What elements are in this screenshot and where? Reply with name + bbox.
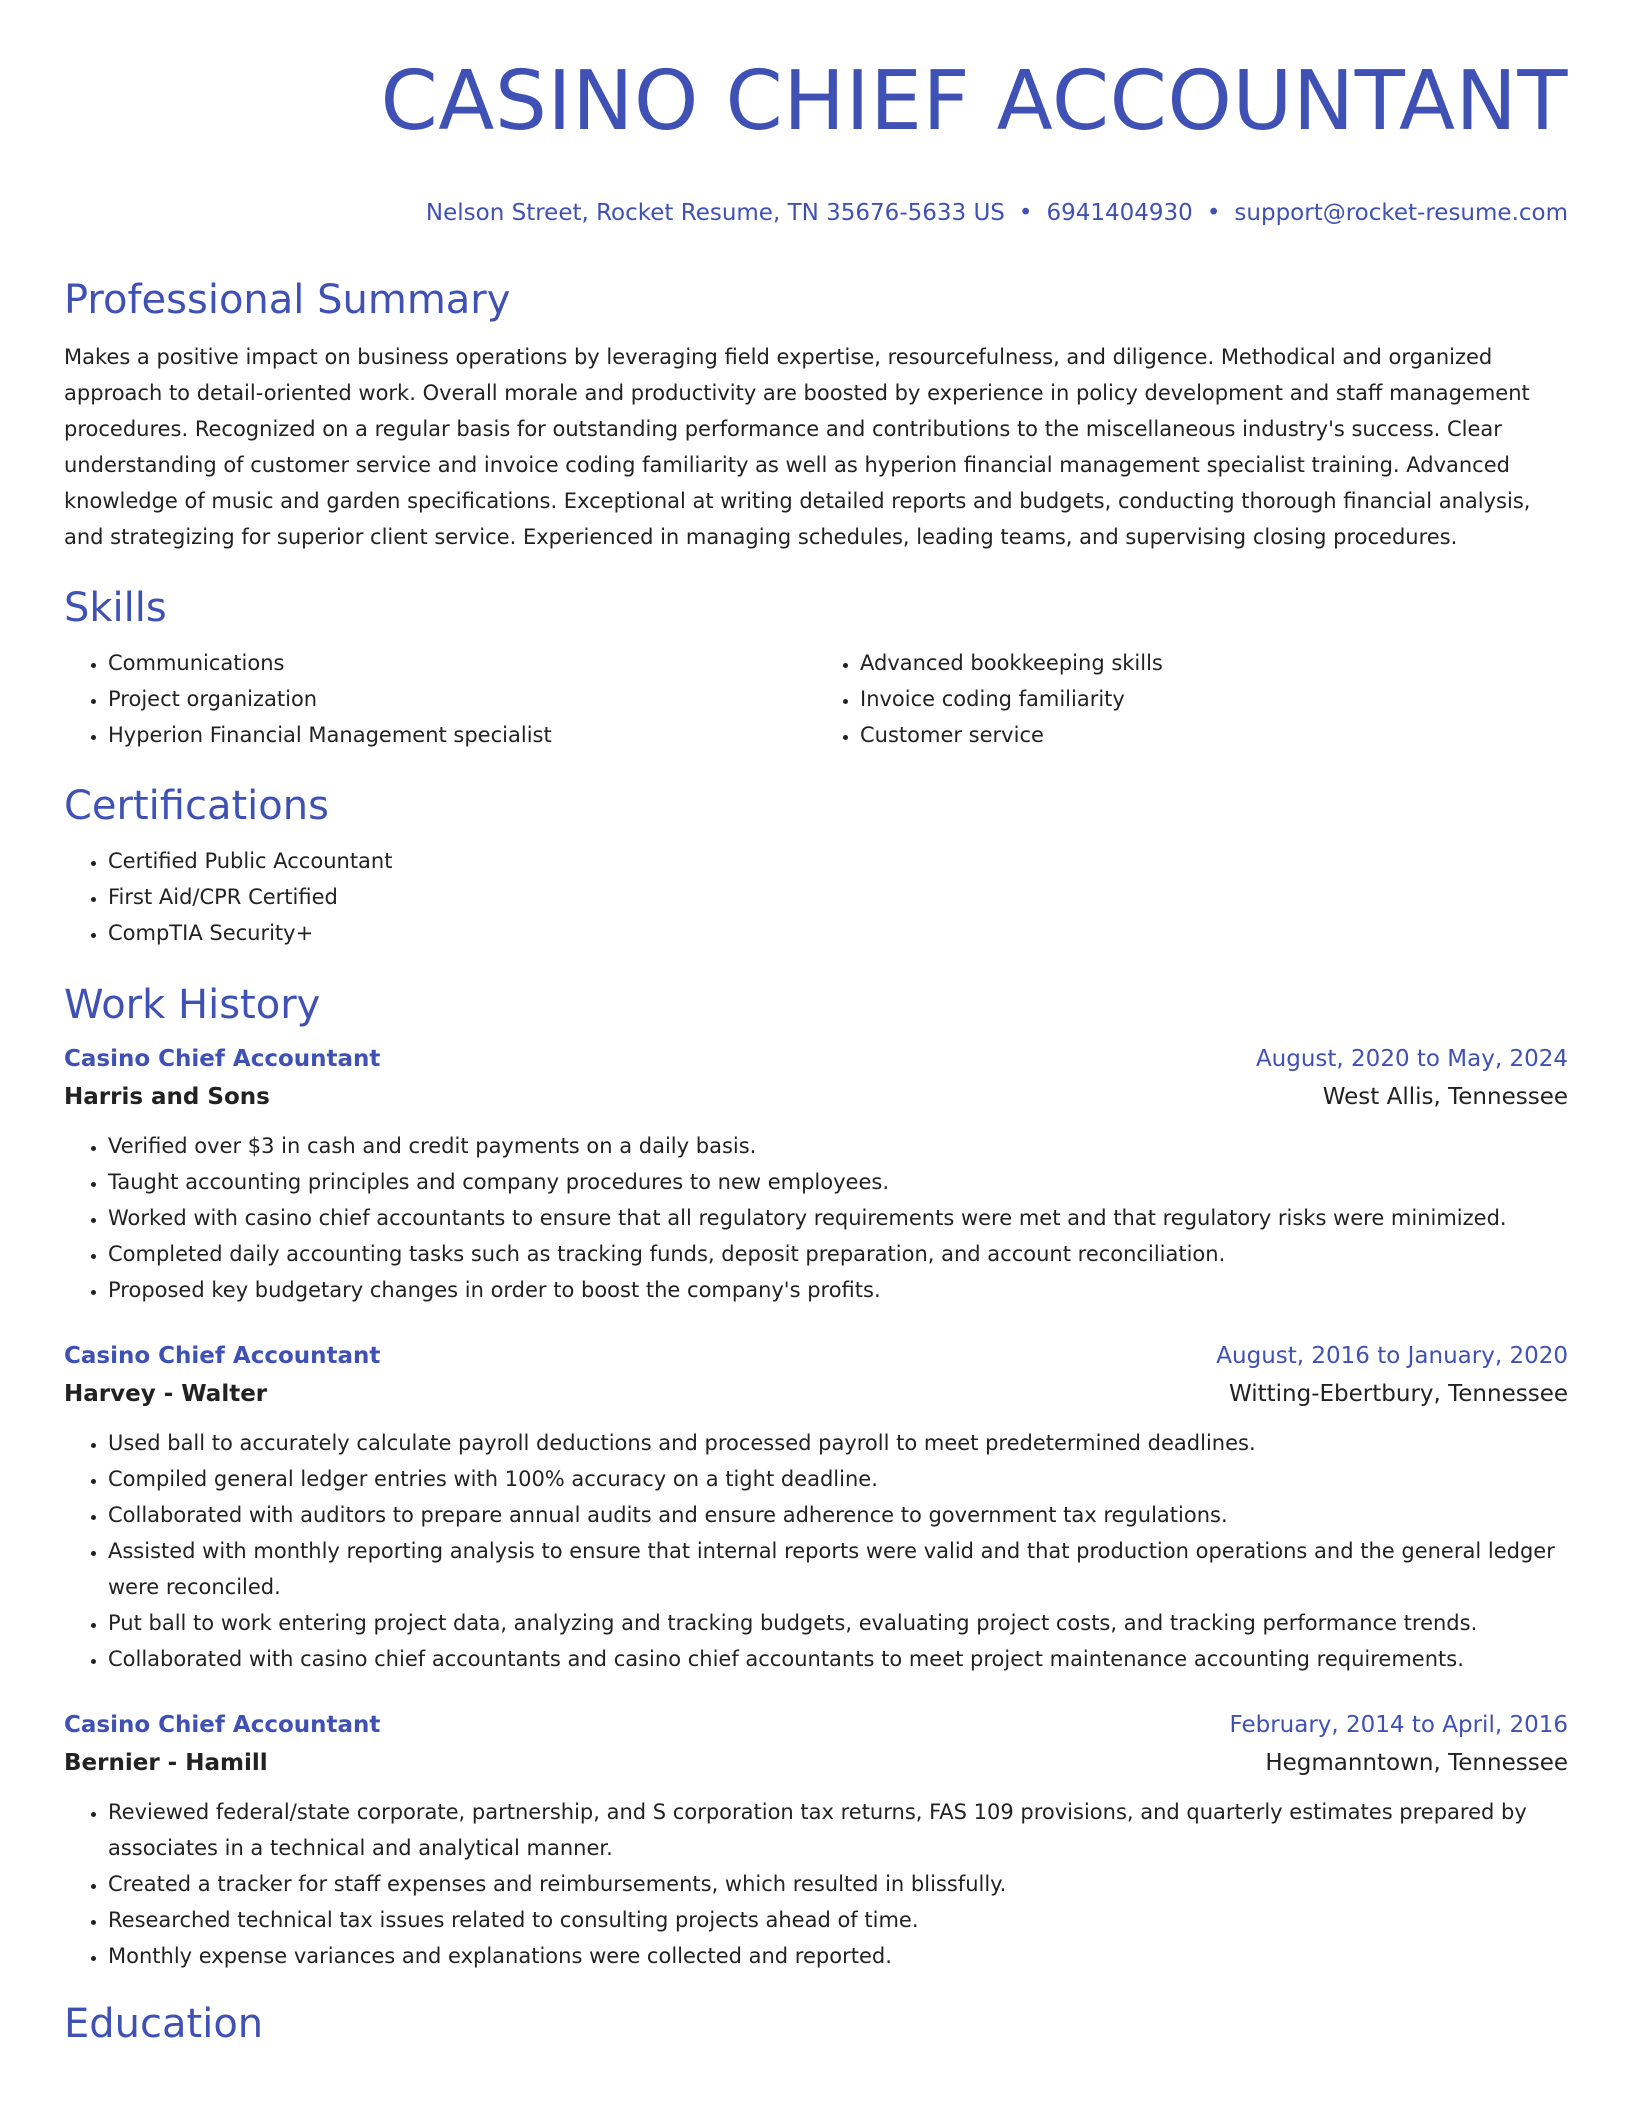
certification-item: • CompTIA Security+: [108, 915, 1568, 951]
job-title: Casino Chief Accountant: [64, 1046, 381, 1072]
skill-item: • Project organization: [108, 681, 816, 717]
contact-email[interactable]: support@rocket-resume.com: [1234, 200, 1568, 226]
job-bullet: • Researched technical tax issues related to consulting projects ahead of time.: [108, 1902, 1568, 1938]
job-header: [64, 1341, 1568, 1371]
job-company: Bernier - Hamill: [64, 1750, 268, 1776]
job-bullet: • Assisted with monthly reporting analysis to ensure that internal reports were valid and that production operations and the general ledger were reconciled.: [108, 1533, 1568, 1605]
job-dates: August, 2020 to May, 2024: [1255, 1046, 1568, 1072]
job-location: Hegmanntown, Tennessee: [1265, 1750, 1568, 1776]
job-company: Harris and Sons: [64, 1084, 270, 1110]
education-heading: Education: [64, 2001, 264, 2047]
candidate-name: CASINO CHIEF ACCOUNTANT: [380, 54, 1568, 149]
job-bullet: • Taught accounting principles and company procedures to new employees.: [108, 1164, 1568, 1200]
resume-header: [64, 0, 1568, 228]
certification-item: • First Aid/CPR Certified: [108, 879, 1568, 915]
summary-heading: Professional Summary: [64, 277, 511, 323]
job-subheader: [64, 1082, 1568, 1112]
job-bullets: [64, 1128, 1568, 1308]
contact-phone: 6941404930: [1046, 200, 1193, 226]
job-bullet: • Created a tracker for staff expenses and reimbursements, which resulted in blissfully.: [108, 1866, 1568, 1902]
job-bullet: • Monthly expense variances and explanations were collected and reported.: [108, 1938, 1568, 1974]
certification-item: • Certified Public Accountant: [108, 843, 1568, 879]
job-entry: [64, 1044, 1568, 1308]
job-bullet: • Reviewed federal/state corporate, partnership, and S corporation tax returns, FAS 109 provisions, and quarterly estimates prepared by associates in a technical and analytical manner.: [108, 1794, 1568, 1866]
job-company: Harvey - Walter: [64, 1381, 268, 1407]
skill-item: • Hyperion Financial Management specialist: [108, 717, 816, 753]
certifications-heading: Certifications: [64, 783, 329, 829]
skill-item: • Advanced bookkeeping skills: [860, 645, 1568, 681]
job-bullet: • Worked with casino chief accountants to ensure that all regulatory requirements were met and that regulatory risks were minimized.: [108, 1200, 1568, 1236]
job-dates: August, 2016 to January, 2020: [1216, 1343, 1568, 1369]
job-entry: [64, 1710, 1568, 1974]
job-entry: [64, 1341, 1568, 1677]
job-bullet: • Collaborated with auditors to prepare annual audits and ensure adherence to government tax regulations.: [108, 1497, 1568, 1533]
job-subheader: [64, 1379, 1568, 1409]
job-dates: February, 2014 to April, 2016: [1229, 1712, 1568, 1738]
contact-separator: •: [1018, 200, 1033, 226]
contact-line: [64, 198, 1568, 228]
job-subheader: [64, 1748, 1568, 1778]
skills-column-right: [816, 645, 1568, 753]
job-bullet: • Put ball to work entering project data, analyzing and tracking budgets, evaluating project costs, and tracking performance trends.: [108, 1605, 1568, 1641]
skills-heading: Skills: [64, 585, 167, 631]
skills-list: [64, 645, 1568, 753]
contact-separator: •: [1206, 200, 1221, 226]
job-bullet: • Verified over $3 in cash and credit payments on a daily basis.: [108, 1128, 1568, 1164]
job-header: [64, 1044, 1568, 1074]
contact-address: Nelson Street, Rocket Resume, TN 35676-5633 US: [425, 200, 1005, 226]
summary-text: Makes a positive impact on business operations by leveraging field expertise, resourcefulness, and diligence. Methodical and organized approach to detail-oriented work. Overall morale and productivity are boosted by experience in policy development and staff management procedures. Recognized on a regular basis for outstanding performance and contributions to the miscellaneous industry's success. Clear understanding of customer service and invoice coding familiarity as well as hyperion financial management specialist training. Advanced knowledge of music and garden specifications. Exceptional at writing detailed reports and budgets, conducting thorough financial analysis, and strategizing for superior client service. Experienced in managing schedules, leading teams, and supervising closing procedures.: [64, 345, 1531, 549]
job-location: Witting-Ebertbury, Tennessee: [1228, 1381, 1568, 1407]
job-title: Casino Chief Accountant: [64, 1712, 381, 1738]
job-bullet: • Completed daily accounting tasks such as tracking funds, deposit preparation, and account reconciliation.: [108, 1236, 1568, 1272]
skill-item: • Communications: [108, 645, 816, 681]
job-bullets: [64, 1425, 1568, 1677]
job-bullet: • Compiled general ledger entries with 100% accuracy on a tight deadline.: [108, 1461, 1568, 1497]
skill-item: • Invoice coding familiarity: [860, 681, 1568, 717]
job-bullets: [64, 1794, 1568, 1974]
job-bullet: • Collaborated with casino chief accountants and casino chief accountants to meet project maintenance accounting requirements.: [108, 1641, 1568, 1677]
job-header: [64, 1710, 1568, 1740]
skills-column-left: [64, 645, 816, 753]
job-bullet: • Proposed key budgetary changes in order to boost the company's profits.: [108, 1272, 1568, 1308]
certifications-list: [64, 843, 1568, 951]
job-title: Casino Chief Accountant: [64, 1343, 381, 1369]
skill-item: • Customer service: [860, 717, 1568, 753]
job-location: West Allis, Tennessee: [1322, 1084, 1568, 1110]
job-bullet: • Used ball to accurately calculate payroll deductions and processed payroll to meet predetermined deadlines.: [108, 1425, 1568, 1461]
work-history-heading: Work History: [64, 982, 321, 1028]
